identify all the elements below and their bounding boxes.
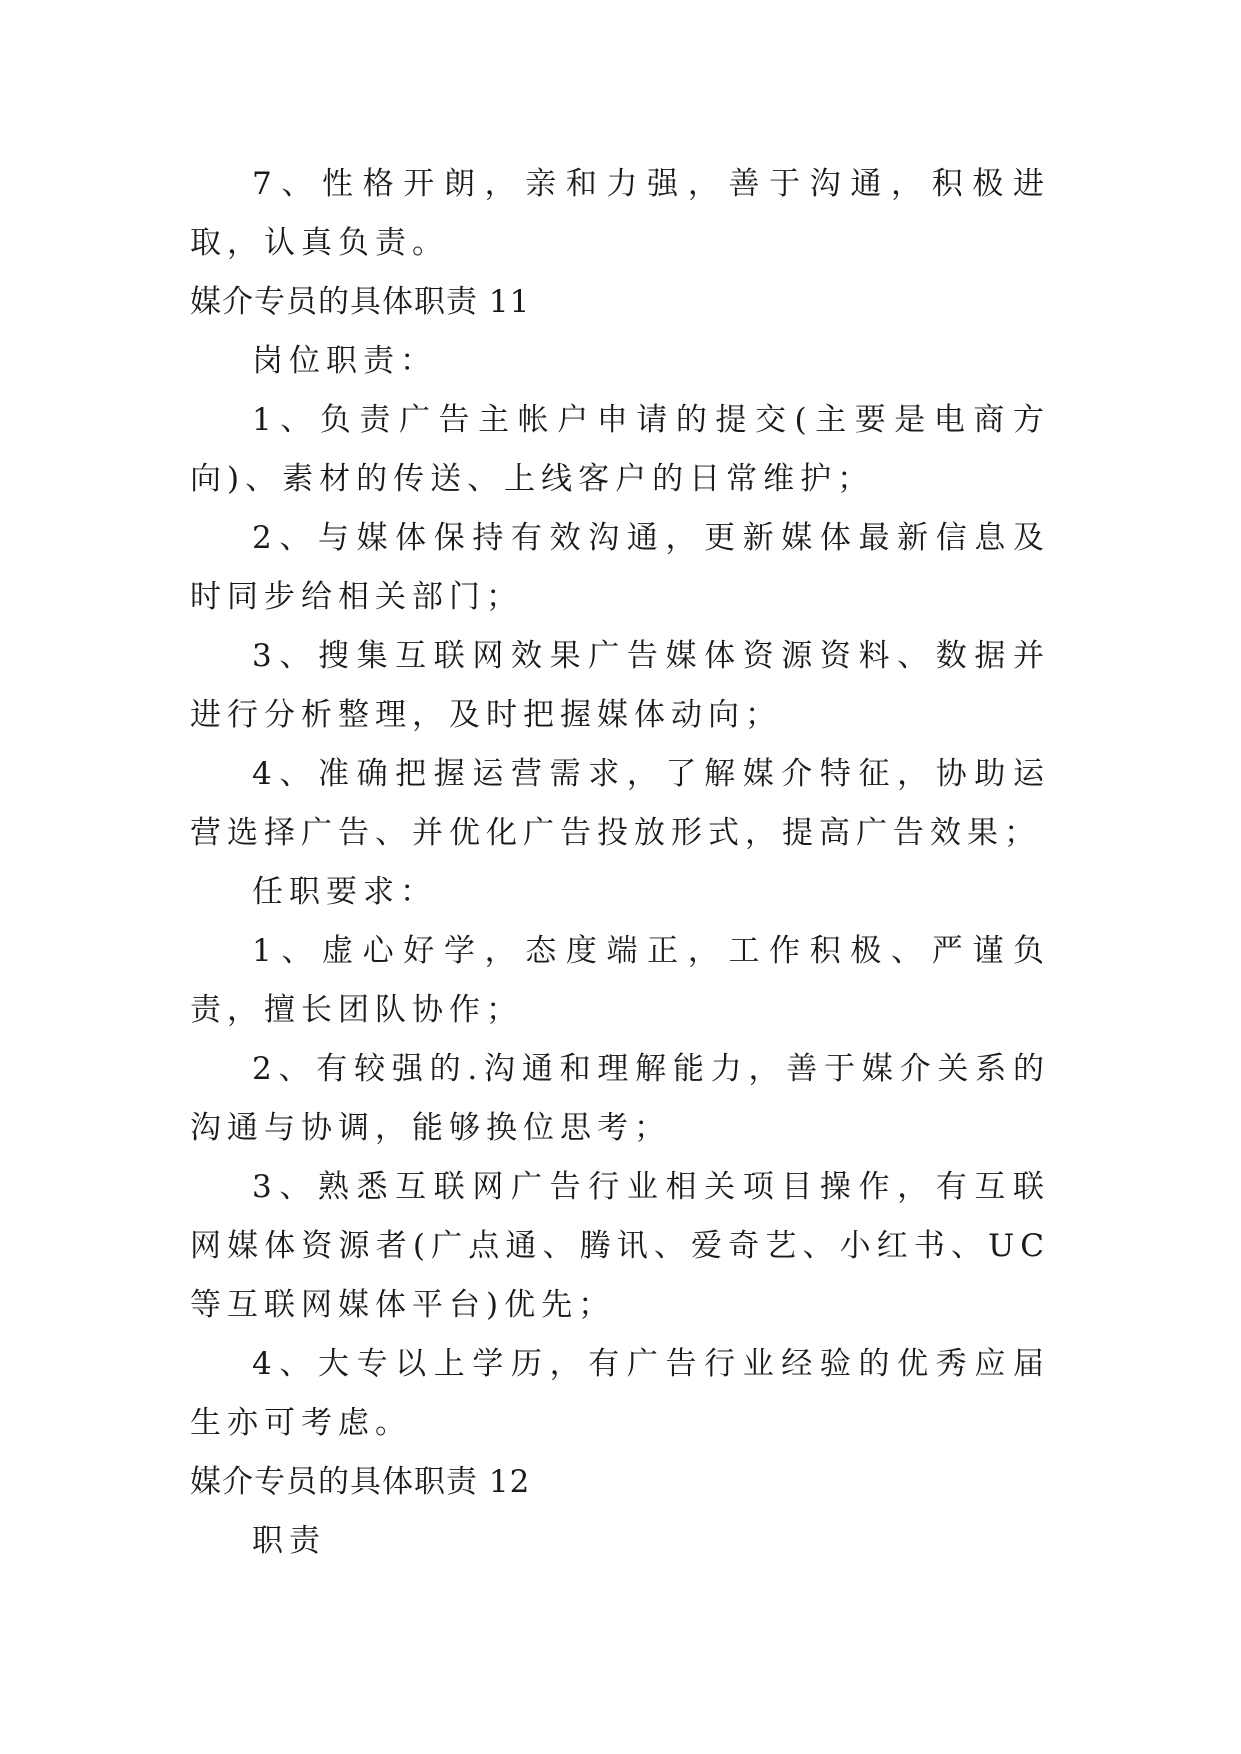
paragraph: 职责 bbox=[252, 1523, 326, 1559]
paragraph: 3、熟悉互联网广告行业相关项目操作，有互联网媒体资源者(广点通、腾讯、爱奇艺、小红书、UC等互联网媒体平台)优先； bbox=[190, 1169, 1050, 1323]
paragraph: 1、负责广告主帐户申请的提交(主要是电商方向)、素材的传送、上线客户的日常维护； bbox=[190, 402, 1050, 497]
paragraph: 岗位职责： bbox=[252, 343, 437, 379]
paragraph: 7、性格开朗，亲和力强，善于沟通，积极进取，认真负责。 bbox=[190, 166, 1050, 261]
section-heading: 媒介专员的具体职责 11 bbox=[190, 284, 531, 320]
paragraph: 2、有较强的.沟通和理解能力，善于媒介关系的沟通与协调，能够换位思考； bbox=[190, 1051, 1050, 1146]
paragraph: 任职要求： bbox=[252, 874, 437, 910]
paragraph: 2、与媒体保持有效沟通，更新媒体最新信息及时同步给相关部门； bbox=[190, 520, 1050, 615]
paragraph: 1、虚心好学，态度端正，工作积极、严谨负责，擅长团队协作； bbox=[190, 933, 1050, 1028]
paragraph: 3、搜集互联网效果广告媒体资源资料、数据并进行分析整理，及时把握媒体动向； bbox=[190, 638, 1050, 733]
paragraph: 4、准确把握运营需求，了解媒介特征，协助运营选择广告、并优化广告投放形式，提高广告效果； bbox=[190, 756, 1050, 851]
section-heading: 媒介专员的具体职责 12 bbox=[190, 1464, 531, 1500]
document-body bbox=[190, 155, 1050, 1571]
paragraph: 4、大专以上学历，有广告行业经验的优秀应届生亦可考虑。 bbox=[190, 1346, 1050, 1441]
